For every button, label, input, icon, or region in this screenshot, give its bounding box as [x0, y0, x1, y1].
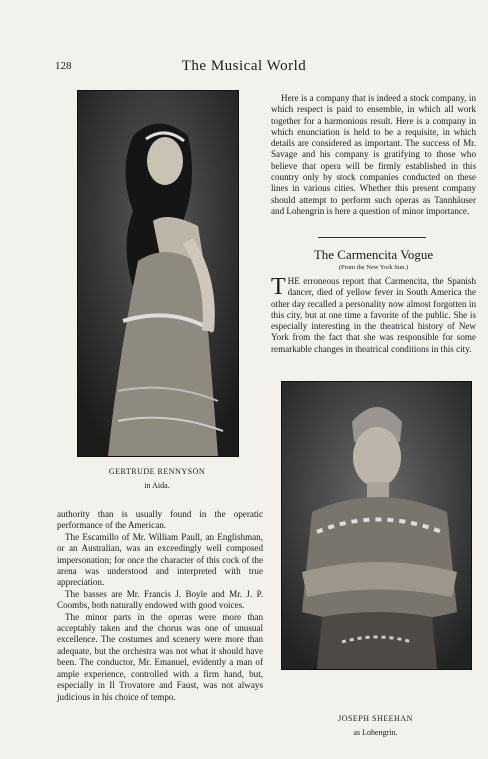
paragraph: authority than is usually found in the operatic performance of the American.: [57, 509, 263, 531]
paragraph: [271, 276, 476, 355]
caption-role: as Lohengrin.: [353, 728, 398, 737]
photo-gertrude-rennyson: [77, 90, 239, 457]
caption-name: JOSEPH SHEEHAN: [338, 714, 413, 723]
paragraph: The minor parts in the operas were more than acceptably taken and the chorus was one of unusual excellence. The costumes and scenery were more than adequate, but the orchestra was not what it should have been. The conductor, Mr. Emanuel, evidently a man of ample experience, controlled with a firm hand, but, especially in Il Trovatore and Faust, was not always judicious in his choice of tempo.: [57, 611, 263, 702]
drop-cap: T: [271, 274, 286, 300]
page-number: 128: [55, 60, 72, 72]
caption-left: [77, 465, 237, 493]
photo-joseph-sheehan: [281, 381, 472, 670]
article-title: The Carmencita Vogue: [313, 247, 434, 262]
article-text: HE erroneous report that Carmencita, the Spanish dancer, died of yellow fever in South America the other day recalled a personality now almost forgotten in this city, but at one time a favorite of the public. She is especially interesting in the theatrical history of New York from the fact that she was responsible for some remarkable changes in theatrical conditions in this city.: [271, 276, 476, 354]
caption-role: in Aida.: [144, 481, 170, 490]
portrait-woman-image: [78, 91, 238, 456]
running-title: The Musical World: [181, 58, 307, 74]
right-column-text: [271, 93, 476, 217]
paragraph: The Escamillo of Mr. William Paull, an Englishman, or an Australian, was an exceedingly well composed impersonation; for once the character of this cock of the arena was understood and interpreted with true appreciation.: [57, 531, 263, 588]
caption-name: GERTRUDE RENNYSON: [108, 467, 206, 476]
article-source: (From the New York Sun.): [338, 264, 409, 271]
article-body: [271, 276, 476, 355]
paragraph: The basses are Mr. Francis J. Boyle and Mr. J. P. Coombs, both naturally endowed with good voices.: [57, 588, 263, 611]
paragraph: Here is a company that is indeed a stock company, in which respect is paid to ensemble, in which all work together for a harmonious result. Here is a company in which enunciation is held to be a requisite, in which details are considered as important. The success of Mr. Savage and his company is gratifying to those who believe that opera will be firmly established in this country only by stock companies conducted on these lines in various cities. Whether this present company should attempt to perform such operas as Tannhäuser and Lohengrin is here a question of minor importance.: [271, 93, 476, 216]
section-rule: [318, 237, 426, 238]
caption-right: [281, 712, 470, 740]
left-column-text: [57, 509, 263, 703]
portrait-man-image: [282, 382, 471, 669]
